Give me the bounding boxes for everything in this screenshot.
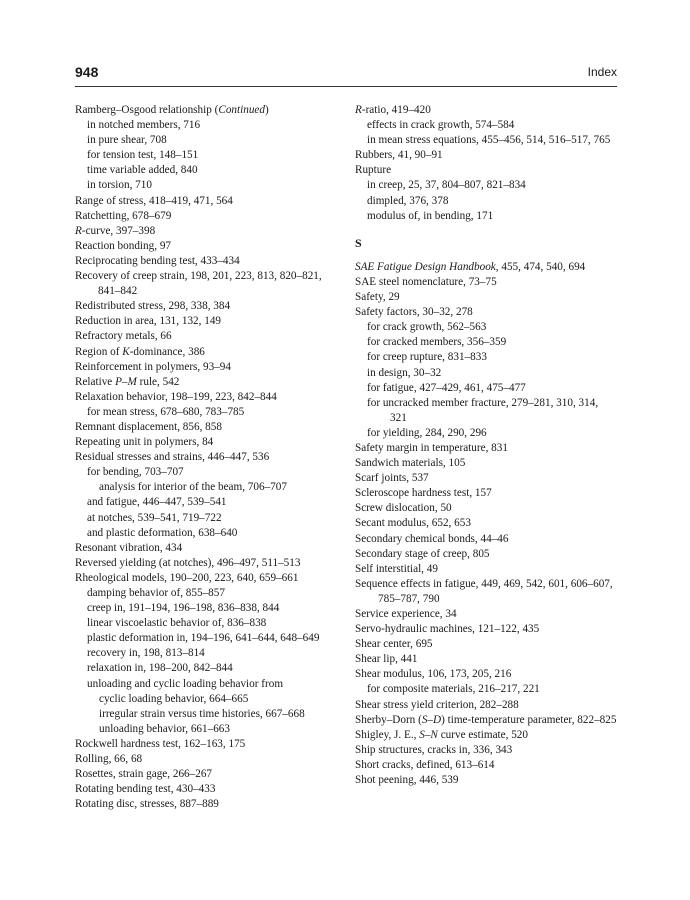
index-entry	[75, 194, 340, 209]
entry-text: Scleroscope hardness test, 157	[355, 487, 492, 500]
index-column-right	[355, 103, 617, 788]
entry-text: Rotating bending test, 430–433	[75, 783, 216, 796]
entry-text: for uncracked member fracture, 279–281, 310, 314, 321	[367, 396, 599, 424]
entry-text: Safety margin in temperature, 831	[355, 441, 508, 454]
index-entry	[355, 607, 617, 622]
index-entry	[75, 329, 340, 344]
index-entry	[355, 516, 617, 531]
index-entry	[355, 622, 617, 637]
entry-text: Reciprocating bending test, 433–434	[75, 254, 240, 267]
index-subentry	[75, 465, 340, 480]
entry-text: Rockwell hardness test, 162–163, 175	[75, 737, 246, 750]
index-entry	[75, 239, 340, 254]
entry-text: Secondary stage of creep, 805	[355, 547, 490, 560]
index-subentry	[355, 133, 617, 148]
index-entry	[75, 103, 340, 118]
entry-text: R	[75, 224, 82, 237]
entry-text: in creep, 25, 37, 804–807, 821–834	[367, 179, 526, 192]
entry-text: Ramberg–Osgood relationship (	[75, 104, 219, 116]
entry-text: Rosettes, strain gage, 266–267	[75, 768, 213, 781]
index-entry	[355, 758, 617, 773]
index-entry	[355, 667, 617, 682]
entry-text: SAE steel nomenclature, 73–75	[355, 275, 497, 288]
index-subentry	[75, 616, 340, 631]
entry-text: relaxation in, 198–200, 842–844	[87, 662, 233, 675]
entry-text: Ratchetting, 678–679	[75, 209, 172, 222]
index-subentry	[75, 646, 340, 661]
entry-text: Secant modulus, 652, 653	[355, 517, 471, 530]
index-subentry	[75, 178, 340, 193]
entry-text: Screw dislocation, 50	[355, 502, 452, 515]
index-subentry	[75, 677, 340, 692]
entry-text: R	[355, 104, 362, 116]
section-letter: S	[355, 235, 362, 250]
entry-text: Shear stress yield criterion, 282–288	[355, 698, 519, 711]
index-entry	[75, 269, 340, 299]
index-entry	[355, 275, 617, 290]
index-subentry	[75, 495, 340, 510]
entry-text: Residual stresses and strains, 446–447, 536	[75, 451, 270, 464]
entry-text: Servo-hydraulic machines, 121–122, 435	[355, 623, 540, 636]
entry-text: time variable added, 840	[87, 164, 198, 177]
index-entry	[355, 637, 617, 652]
index-subentry	[355, 209, 617, 224]
entry-text: for yielding, 284, 290, 296	[367, 426, 487, 439]
index-entry	[355, 305, 617, 320]
entry-text: -ratio, 419–420	[361, 104, 431, 116]
entry-text: Rupture	[355, 164, 392, 177]
index-subentry	[355, 335, 617, 350]
entry-text: Rubbers, 41, 90–91	[355, 149, 443, 162]
index-subentry	[75, 480, 340, 495]
entry-text: and fatigue, 446–447, 539–541	[87, 496, 227, 509]
entry-text: Continued	[218, 104, 265, 116]
index-subentry	[355, 320, 617, 335]
index-entry	[355, 290, 617, 305]
entry-text: Relaxation behavior, 198–199, 223, 842–844	[75, 390, 277, 403]
index-entry	[355, 163, 617, 178]
header-rule	[75, 86, 617, 87]
entry-text: Shear center, 695	[355, 638, 433, 651]
entry-text: Short cracks, defined, 613–614	[355, 758, 495, 771]
index-entry	[75, 571, 340, 586]
index-entry	[355, 562, 617, 577]
entry-text: Sequence effects in fatigue, 449, 469, 542, 601, 606–607, 785–787, 790	[355, 577, 613, 605]
index-entry	[75, 450, 340, 465]
entry-text: damping behavior of, 855–857	[87, 587, 225, 599]
index-entry	[75, 435, 340, 450]
entry-text: Shot peening, 446, 539	[355, 774, 459, 787]
entry-text: for composite materials, 216–217, 221	[367, 683, 540, 696]
index-entry	[355, 743, 617, 758]
entry-text: at notches, 539–541, 719–722	[87, 511, 222, 524]
entry-text: in design, 30–32	[367, 366, 442, 379]
index-entry	[75, 541, 340, 556]
index-entry	[355, 501, 617, 516]
index-subentry	[75, 405, 340, 420]
index-entry	[75, 556, 340, 571]
entry-text: for mean stress, 678–680, 783–785	[87, 405, 245, 418]
index-entry	[355, 547, 617, 562]
entry-text: Shigley, J. E.,	[355, 728, 420, 741]
entry-text: Ship structures, cracks in, 336, 343	[355, 743, 513, 756]
index-subentry	[75, 692, 340, 707]
entry-text: for tension test, 148–151	[87, 149, 199, 162]
index-entry	[355, 456, 617, 471]
index-subentry	[75, 163, 340, 178]
index-entry	[75, 224, 340, 239]
entry-text: P–M	[115, 375, 137, 388]
entry-text: Resonant vibration, 434	[75, 541, 183, 554]
index-subentry	[75, 707, 340, 722]
index-entry	[75, 375, 340, 390]
running-head: Index	[587, 65, 617, 79]
index-entry	[75, 390, 340, 405]
entry-text: Region of	[75, 345, 123, 358]
entry-text: , 455, 474, 540, 694	[495, 260, 586, 273]
entry-text: -dominance, 386	[129, 345, 205, 358]
entry-text: in torsion, 710	[87, 179, 152, 192]
entry-text: creep in, 191–194, 196–198, 836–838, 844	[87, 602, 280, 615]
entry-text: for creep rupture, 831–833	[367, 351, 487, 364]
entry-text: curve estimate, 520	[437, 728, 528, 741]
entry-text: -curve, 397–398	[81, 224, 156, 237]
entry-text: Shear lip, 441	[355, 653, 418, 666]
index-entry	[355, 532, 617, 547]
index-entry	[355, 728, 617, 743]
index-entry	[355, 652, 617, 667]
entry-text: Sandwich materials, 105	[355, 457, 466, 470]
entry-text: Repeating unit in polymers, 84	[75, 436, 214, 449]
entry-text: Scarf joints, 537	[355, 472, 429, 485]
entry-text: linear viscoelastic behavior of, 836–838	[87, 617, 267, 630]
entry-text: Range of stress, 418–419, 471, 564	[75, 194, 233, 207]
index-subentry	[75, 722, 340, 737]
index-subentry	[355, 366, 617, 381]
index-entry	[355, 441, 617, 456]
index-entry	[355, 486, 617, 501]
entry-text: Remnant displacement, 856, 858	[75, 420, 222, 433]
entry-text: unloading behavior, 661–663	[99, 722, 230, 735]
index-entry	[75, 752, 340, 767]
index-entry	[75, 360, 340, 375]
index-entry	[75, 797, 340, 812]
entry-text: Reinforcement in polymers, 93–94	[75, 360, 231, 373]
index-subentry	[355, 178, 617, 193]
index-subentry	[75, 511, 340, 526]
entry-text: cyclic loading behavior, 664–665	[99, 692, 249, 705]
entry-text: in mean stress equations, 455–456, 514, 516–517, 765	[367, 134, 611, 147]
index-subentry	[75, 586, 340, 601]
entry-text: Redistributed stress, 298, 338, 384	[75, 300, 231, 313]
entry-text: for fatigue, 427–429, 461, 475–477	[367, 381, 526, 394]
entry-text: dimpled, 376, 378	[367, 194, 449, 207]
entry-text: unloading and cyclic loading behavior from	[87, 677, 284, 690]
index-subentry	[355, 682, 617, 697]
index-subentry	[75, 601, 340, 616]
index-entry	[75, 314, 340, 329]
index-entry	[355, 471, 617, 486]
entry-text: Secondary chemical bonds, 44–46	[355, 532, 509, 545]
index-entry	[75, 254, 340, 269]
entry-text: for crack growth, 562–563	[367, 321, 487, 334]
page-number: 948	[75, 64, 99, 80]
entry-text: Refractory metals, 66	[75, 330, 172, 343]
index-subentry	[355, 426, 617, 441]
entry-text: irregular strain versus time histories, 667–668	[99, 707, 305, 720]
index-entry	[75, 209, 340, 224]
index-entry	[75, 420, 340, 435]
index-entry	[355, 103, 617, 118]
entry-text: ) time-temperature parameter, 822–825	[441, 713, 617, 726]
entry-text: plastic deformation in, 194–196, 641–644, 648–649	[87, 632, 320, 645]
index-entry	[355, 148, 617, 163]
entry-text: Safety, 29	[355, 291, 400, 304]
entry-text: Sherby–Dorn (	[355, 713, 422, 726]
index-entry	[355, 260, 617, 275]
entry-text: in pure shear, 708	[87, 134, 167, 147]
entry-text: S–D	[421, 713, 442, 726]
entry-text: Service experience, 34	[355, 608, 457, 620]
entry-text: Reduction in area, 131, 132, 149	[75, 315, 222, 328]
entry-text: effects in crack growth, 574–584	[367, 119, 515, 132]
index-subentry	[75, 526, 340, 541]
index-entry	[75, 767, 340, 782]
index-entry	[355, 773, 617, 788]
entry-text: and plastic deformation, 638–640	[87, 526, 238, 539]
entry-text: Rotating disc, stresses, 887–889	[75, 798, 219, 811]
entry-text: Rolling, 66, 68	[75, 753, 143, 766]
page-header	[75, 64, 617, 84]
index-entry	[75, 299, 340, 314]
index-entry	[75, 345, 340, 360]
entry-text: SAE Fatigue Design Handbook	[355, 260, 496, 273]
entry-text: rule, 542	[136, 375, 180, 388]
entry-text: K	[122, 345, 130, 358]
index-subentry	[355, 381, 617, 396]
entry-text: modulus of, in bending, 171	[367, 209, 494, 222]
entry-text: Shear modulus, 106, 173, 205, 216	[355, 668, 512, 681]
entry-text: for cracked members, 356–359	[367, 336, 507, 349]
entry-text: )	[264, 104, 269, 116]
index-subentry	[355, 350, 617, 365]
index-column-left	[75, 103, 340, 812]
entry-text: Safety factors, 30–32, 278	[355, 306, 473, 319]
entry-text: Relative	[75, 375, 116, 388]
index-subentry	[75, 118, 340, 133]
entry-text: Reversed yielding (at notches), 496–497, 511–513	[75, 556, 301, 569]
index-subentry	[355, 118, 617, 133]
entry-text: for bending, 703–707	[87, 466, 184, 479]
index-entry	[355, 713, 617, 728]
entry-text: S–N	[419, 728, 438, 741]
index-entry	[75, 782, 340, 797]
entry-text: Rheological models, 190–200, 223, 640, 659–661	[75, 571, 299, 584]
entry-text: analysis for interior of the beam, 706–707	[99, 481, 287, 494]
index-subentry	[355, 194, 617, 209]
index-subentry	[75, 631, 340, 646]
index-subentry	[75, 148, 340, 163]
index-subentry	[355, 396, 617, 426]
index-subentry	[75, 661, 340, 676]
entry-text: Recovery of creep strain, 198, 201, 223, 813, 820–821, 841–842	[75, 270, 322, 298]
index-entry	[355, 577, 617, 607]
entry-text: in notched members, 716	[87, 119, 201, 132]
entry-text: Reaction bonding, 97	[75, 239, 172, 252]
index-entry	[75, 737, 340, 752]
entry-text: Self interstitial, 49	[355, 562, 438, 575]
index-entry	[355, 698, 617, 713]
entry-text: recovery in, 198, 813–814	[87, 647, 205, 660]
index-subentry	[75, 133, 340, 148]
